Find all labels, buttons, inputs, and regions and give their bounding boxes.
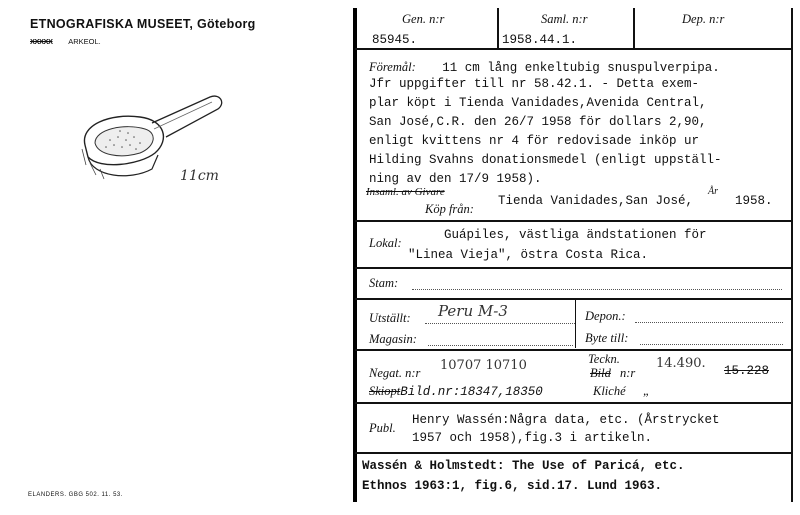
insamlad-struck: Insaml. av Givare	[366, 186, 445, 198]
card-left-border	[353, 8, 357, 502]
utstallt-value: Peru M-3	[438, 302, 508, 320]
kop-value: Tienda Vanidades,San José,	[498, 194, 694, 208]
teckn-label: Teckn.	[588, 352, 620, 366]
year-value: 1958.	[735, 194, 773, 208]
year-label: År	[708, 186, 718, 197]
bild-label-struck: Bild	[590, 366, 611, 380]
foremal-text-0: 11 cm lång enkeltubig snuspulverpipa.	[442, 61, 720, 75]
card-right-border	[791, 8, 793, 502]
negat-bottom-rule	[355, 402, 792, 404]
foremal-text-3: San José,C.R. den 26/7 1958 för dollars 2,90,	[369, 115, 707, 129]
header-divider-1	[497, 8, 499, 48]
magasin-dotted-line	[428, 345, 573, 346]
kliche-label: Kliché	[593, 384, 626, 398]
header-divider-2	[633, 8, 635, 48]
lokal-line-2: "Linea Vieja", östra Costa Rica.	[408, 248, 649, 262]
gen-label: Gen. n:r	[402, 12, 445, 26]
kop-label: Köp från:	[425, 202, 474, 216]
ref-line-1: Wassén & Holmstedt: The Use of Paricá, etc.	[362, 459, 685, 473]
teckn-value: 14.490.	[656, 356, 706, 371]
utstallt-label: Utställt:	[369, 311, 411, 325]
department: ARKEOL.	[68, 37, 101, 46]
foremal-label: Föremål:	[369, 60, 416, 74]
utstallt-dotted-line	[425, 323, 575, 324]
header-bottom-rule	[355, 48, 792, 50]
skiopt-value: Bild.nr:18347,18350	[400, 385, 543, 399]
publ-line-2: 1957 och 1958),fig.3 i artikeln.	[412, 431, 653, 445]
publ-line-1: Henry Wassén:Några data, etc. (Årstrycket	[412, 413, 720, 427]
foremal-text-2: plar köpt i Tienda Vanidades,Avenida Central,	[369, 96, 707, 110]
museum-name: ETNOGRAFISKA MUSEET, Göteborg	[30, 17, 256, 31]
negat-value: 10707 10710	[440, 358, 527, 373]
saml-value: 1958.44.1.	[502, 33, 578, 47]
gen-value: 85945.	[372, 33, 418, 47]
magasin-label: Magasin:	[369, 332, 417, 346]
skiopt-label-struck: Skiopt	[369, 384, 401, 398]
nr-label: n:r	[620, 366, 636, 380]
skiopt-line	[369, 384, 543, 399]
lokal-line-1: Guápiles, västliga ändstationen för	[444, 228, 707, 242]
stam-dotted-line	[412, 289, 782, 290]
ref-line-2: Ethnos 1963:1, fig.6, sid.17. Lund 1963.	[362, 479, 663, 493]
foremal-text-6: ning av den 17/9 1958).	[369, 172, 542, 186]
saml-label: Saml. n:r	[541, 12, 588, 26]
depon-dotted-line	[635, 322, 783, 323]
foremal-text-4: enligt kvittens nr 4 för redovisade inköp ur	[369, 134, 700, 148]
foremal-line-0	[369, 58, 720, 76]
kliche-mark: „	[643, 384, 650, 398]
publ-bottom-rule	[355, 452, 792, 454]
foremal-text-1: Jfr uppgifter till nr 58.42.1. - Detta exem-	[369, 77, 700, 91]
storage-divider	[575, 300, 576, 348]
byte-label: Byte till:	[585, 331, 629, 345]
depon-label: Depon.:	[585, 309, 626, 323]
publ-label: Publ.	[369, 421, 396, 435]
sketch-size-label: 11cm	[180, 168, 219, 184]
stam-bottom-rule	[355, 298, 792, 300]
department-struck: XXXXX	[30, 37, 53, 46]
lokal-label: Lokal:	[369, 236, 402, 250]
kop-bottom-rule	[355, 220, 792, 222]
storage-bottom-rule	[355, 349, 792, 351]
foremal-text-5: Hilding Svahns donationsmedel (enligt uppställ-	[369, 153, 722, 167]
byte-dotted-line	[640, 344, 783, 345]
stam-label: Stam:	[369, 276, 399, 290]
lokal-bottom-rule	[355, 267, 792, 269]
dep-label: Dep. n:r	[682, 12, 725, 26]
department-line	[30, 37, 101, 46]
negat-label: Negat. n:r	[369, 366, 421, 380]
teckn-struck-value: 15.228	[724, 364, 770, 378]
printer-mark: ELANDERS. GBG 502. 11. 53.	[28, 492, 123, 498]
